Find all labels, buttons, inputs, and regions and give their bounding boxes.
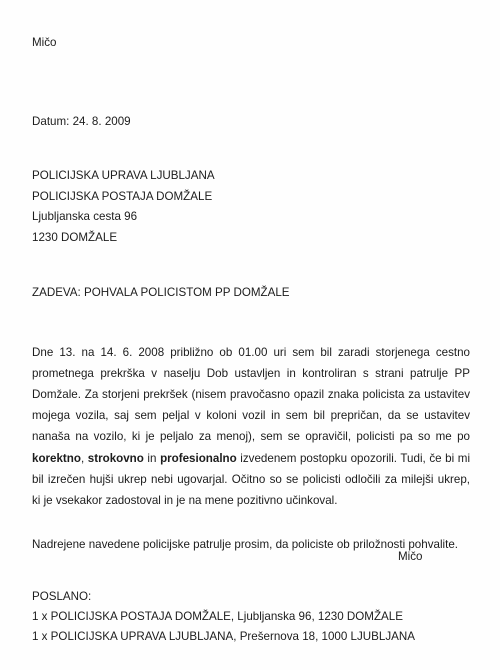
body-line-7: bil izrečen hujši ukrep nebi ugovarjal. Očitno so se policisti odločili za milejši ukrep, [32, 473, 470, 486]
date-line: Datum: 24. 8. 2009 [32, 115, 131, 128]
body-line-6-rest: izvedenem postopku opozorili. Tudi, če bi mi [236, 452, 471, 465]
sent-label: POSLANO: [32, 590, 92, 603]
body-line-1: Dne 13. na 14. 6. 2008 približno ob 01.00 uri sem bil zaradi storjenega cestno [32, 346, 470, 359]
recipient-line-1: POLICIJSKA UPRAVA LJUBLJANA [32, 169, 215, 182]
body-line-5: nanaša na vozilo, ki je peljalo za menoj), sem se opravičil, policisti pa so me po [32, 430, 470, 443]
sent-item-1: 1 x POLICIJSKA POSTAJA DOMŽALE, Ljubljanska 96, 1230 DOMŽALE [32, 610, 403, 623]
closing-paragraph: Nadrejene navedene policijske patrulje prosim, da policiste ob priložnosti pohvalite. [32, 538, 458, 551]
bold-profesionalno: profesionalno [160, 452, 237, 465]
bold-strokovno: strokovno [87, 452, 144, 465]
body-line-6 [32, 452, 470, 466]
recipient-line-4: 1230 DOMŽALE [32, 231, 118, 244]
sent-item-2: 1 x POLICIJSKA UPRAVA LJUBLJANA, Prešernova 18, 1000 LJUBLJANA [32, 630, 415, 643]
recipient-line-3: Ljubljanska cesta 96 [32, 210, 138, 223]
body-line-8: ki je vsekakor zadostoval in je na mene pozitivno učinkoval. [32, 494, 338, 507]
subject-line: ZADEVA: POHVALA POLICISTOM PP DOMŽALE [32, 286, 290, 299]
signature: Mičo [398, 550, 423, 563]
separator-1: , [80, 452, 88, 465]
body-line-2: prometnega prekrška v naselju Dob ustavljen in kontroliran s strani patrulje PP [32, 367, 470, 380]
bold-korektno: korektno [32, 452, 81, 465]
separator-2: in [143, 452, 161, 465]
body-line-3: Domžale. Za storjeni prekršek (nisem pravočasno opazil znaka policista za ustavitev [32, 388, 470, 401]
recipient-line-2: POLICIJSKA POSTAJA DOMŽALE [32, 190, 213, 203]
body-line-4: mojega vozila, saj sem peljal v koloni vozil in sem bil prepričan, da se ustavitev [32, 409, 470, 422]
sender-name: Mičo [32, 36, 57, 49]
